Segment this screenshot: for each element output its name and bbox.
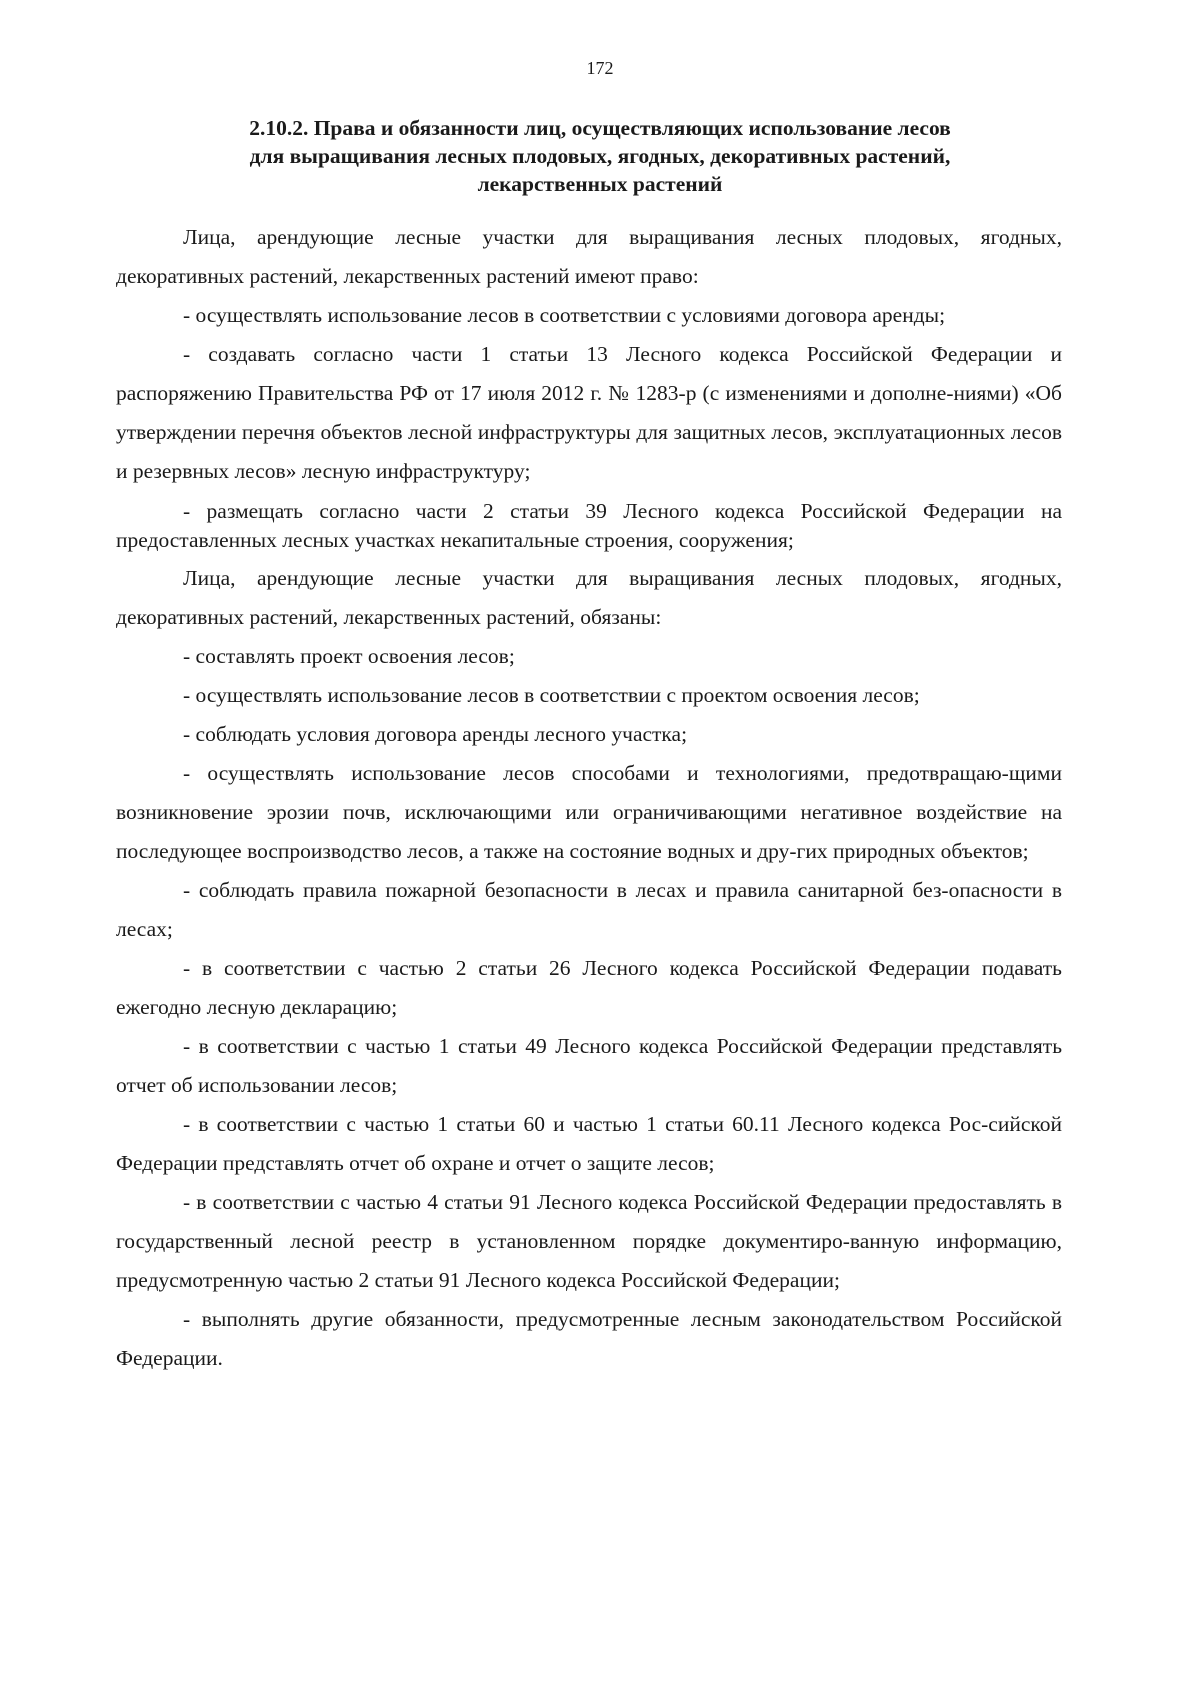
duty-item-declaration: - в соответствии с частью 2 статьи 26 Лесного кодекса Российской Федерации подавать ежегодно лесную декларацию; [116, 956, 1062, 1019]
section-title-line-2: для выращивания лесных плодовых, ягодных, декоративных растений, [249, 144, 951, 168]
document-body [116, 218, 1062, 1378]
page-number: 172 [586, 58, 614, 78]
duty-item-project-use: - осуществлять использование лесов в соответствии с проектом освоения лесов; [183, 683, 920, 707]
right-item-structures: - размещать согласно части 2 статьи 39 Лесного кодекса Российской Федерации на предоставленных лесных участках некапитальные строения, сооружения; [116, 499, 1062, 552]
duty-item-fire-safety: - соблюдать правила пожарной безопасности в лесах и правила санитарной без-опасности в лесах; [116, 878, 1062, 941]
right-item-infrastructure: - создавать согласно части 1 статьи 13 Лесного кодекса Российской Федерации и распоряжению Правительства РФ от 17 июля 2012 г. № 1283-р (с изменениями и дополне-ниями) «Об утверждении перечня объектов лесной инфраструктуры для защитных лесов, эксплуатационных лесов и резервных лесов» лесную инфраструктуру; [116, 342, 1062, 483]
duty-item-forest-registry: - в соответствии с частью 4 статьи 91 Лесного кодекса Российской Федерации предоставлять в государственный лесной реестр в установленном порядке документиро-ванную информацию, предусмотренную частью 2 статьи 91 Лесного кодекса Российской Федерации; [116, 1190, 1062, 1292]
rights-intro-paragraph: Лица, арендующие лесные участки для выращивания лесных плодовых, ягодных, декоративных растений, лекарственных растений имеют право: [116, 225, 1062, 288]
duty-item-project: - составлять проект освоения лесов; [183, 644, 515, 668]
duties-intro-paragraph: Лица, арендующие лесные участки для выращивания лесных плодовых, ягодных, декоративных растений, лекарственных растений, обязаны: [116, 566, 1062, 629]
section-title-line-1: 2.10.2. Права и обязанности лиц, осуществляющих использование лесов [249, 116, 951, 140]
duty-item-lease-terms: - соблюдать условия договора аренды лесного участка; [183, 722, 688, 746]
duty-item-erosion: - осуществлять использование лесов способами и технологиями, предотвращаю-щими возникновение эрозии почв, исключающими или ограничивающими негативное воздействие на последующее воспроизводство лесов, а также на состояние водных и дру-гих природных объектов; [116, 761, 1062, 863]
duty-item-protection-report: - в соответствии с частью 1 статьи 60 и частью 1 статьи 60.11 Лесного кодекса Рос-сийской Федерации представлять отчет об охране и отчет о защите лесов; [116, 1112, 1062, 1175]
right-item-lease-use: - осуществлять использование лесов в соответствии с условиями договора аренды; [183, 303, 946, 327]
duty-item-usage-report: - в соответствии с частью 1 статьи 49 Лесного кодекса Российской Федерации представлять отчет об использовании лесов; [116, 1034, 1062, 1097]
duty-item-other-obligations: - выполнять другие обязанности, предусмотренные лесным законодательством Российской Федерации. [116, 1307, 1062, 1370]
section-title [180, 114, 1020, 198]
section-title-line-3: лекарственных растений [477, 172, 723, 196]
